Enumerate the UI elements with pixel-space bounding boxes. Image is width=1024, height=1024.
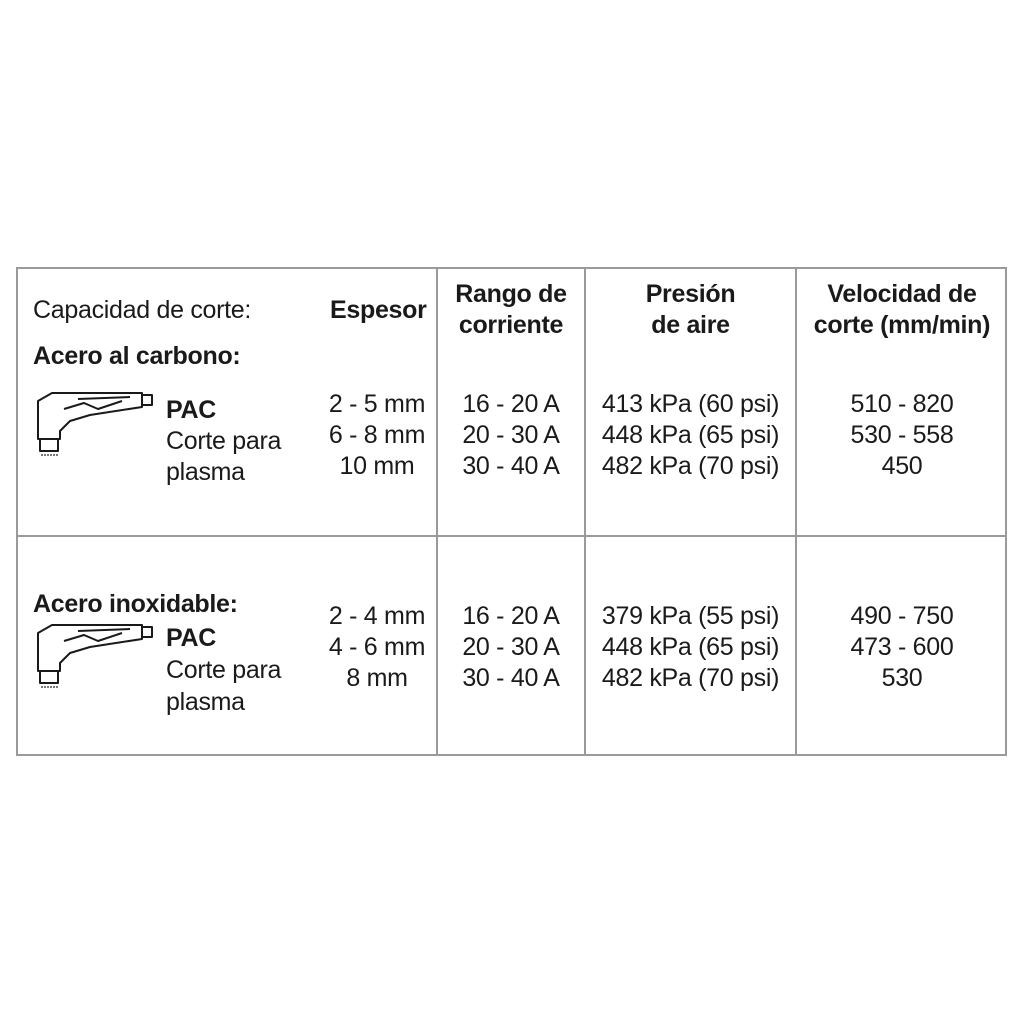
current-value: 16 - 20 A <box>462 602 560 630</box>
current-values <box>438 601 584 694</box>
current-value: 20 - 30 A <box>462 421 560 449</box>
header-current-line1: Rango de <box>455 280 567 308</box>
current-value: 30 - 40 A <box>462 664 560 692</box>
speed-value: 510 - 820 <box>850 390 954 418</box>
header-current-line2: corriente <box>458 311 564 339</box>
thickness-value: 2 - 5 mm <box>328 390 426 418</box>
pressure-value: 379 kPa (55 psi) <box>601 602 780 630</box>
speed-value: 450 <box>881 452 923 480</box>
pressure-values <box>586 601 795 694</box>
tool-code: PAC <box>166 396 217 424</box>
pressure-value: 413 kPa (60 psi) <box>601 390 780 418</box>
header-thickness: Espesor <box>330 296 427 324</box>
current-value: 16 - 20 A <box>462 390 560 418</box>
speed-value: 490 - 750 <box>850 602 954 630</box>
tool-desc-line1: Corte para <box>166 656 282 684</box>
header-speed <box>797 279 1007 341</box>
pressure-values <box>586 389 795 482</box>
thickness-value: 2 - 4 mm <box>328 602 426 630</box>
thickness-value: 6 - 8 mm <box>328 421 426 449</box>
tool-code: PAC <box>166 624 217 652</box>
thickness-value: 4 - 6 mm <box>328 633 426 661</box>
thickness-value: 10 mm <box>339 452 415 480</box>
plasma-torch-icon <box>30 619 160 689</box>
capacity-label: Capacidad de corte: <box>33 296 252 324</box>
speed-value: 530 <box>881 664 923 692</box>
pressure-value: 448 kPa (65 psi) <box>601 633 780 661</box>
pressure-value: 482 kPa (70 psi) <box>601 452 780 480</box>
cutting-capacity-table <box>16 267 1007 756</box>
material-label: Acero inoxidable: <box>33 590 238 618</box>
tool-desc-line2: plasma <box>166 458 245 486</box>
thickness-value: 8 mm <box>346 664 408 692</box>
speed-values <box>797 601 1007 694</box>
header-speed-line1: Velocidad de <box>827 280 977 308</box>
tool-desc-line1: Corte para <box>166 427 282 455</box>
row-divider <box>18 535 1005 537</box>
header-pressure-line1: Presión <box>645 280 736 308</box>
thickness-values <box>318 389 436 482</box>
tool-desc-line2: plasma <box>166 688 245 716</box>
speed-value: 530 - 558 <box>850 421 954 449</box>
header-current <box>438 279 584 341</box>
speed-value: 473 - 600 <box>850 633 954 661</box>
header-speed-line2: corte (mm/min) <box>813 311 991 339</box>
pressure-value: 482 kPa (70 psi) <box>601 664 780 692</box>
current-value: 30 - 40 A <box>462 452 560 480</box>
thickness-values <box>318 601 436 694</box>
current-value: 20 - 30 A <box>462 633 560 661</box>
material-label: Acero al carbono: <box>33 342 241 370</box>
header-pressure <box>586 279 795 341</box>
header-pressure-line2: de aire <box>651 311 730 339</box>
plasma-torch-icon <box>30 387 160 457</box>
speed-values <box>797 389 1007 482</box>
current-values <box>438 389 584 482</box>
pressure-value: 448 kPa (65 psi) <box>601 421 780 449</box>
